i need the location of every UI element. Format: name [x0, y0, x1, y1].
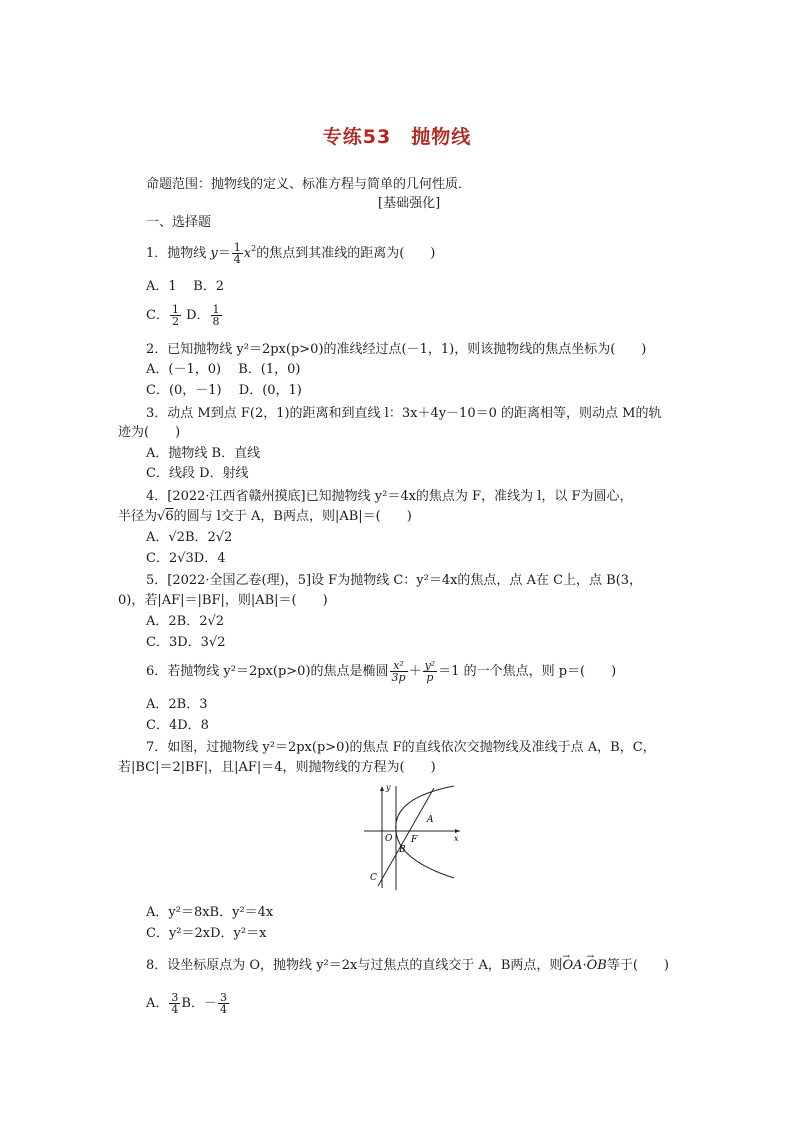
q4-options-row1: A．√2B．2√2: [146, 530, 233, 545]
q1-options-row2: C． $\frac{1}{2}$ D． $\frac{1}{8}$: [146, 303, 220, 328]
q3-stem-line2: 迹为( ): [118, 425, 181, 440]
q2-options-row1: A．(－1，0) B．(1，0): [146, 362, 301, 377]
q4-options-row2: C．2√3D．4: [146, 551, 226, 566]
q8-option-b: $\frac{3}{4}$: [219, 991, 227, 1016]
point-a-label: A: [427, 815, 434, 825]
q5-options-row1: A．2B．2√2: [146, 614, 225, 629]
q1-options-row1: [146, 279, 224, 295]
q2-options-row2: C．(0，－1) D．(0，1): [146, 383, 302, 398]
q1-fraction: $\frac{1}{4}$: [233, 241, 241, 266]
point-b-label: B: [399, 845, 406, 855]
q3-options-row1: A．抛物线 B．直线: [146, 446, 261, 461]
scope-text: 命题范围：抛物线的定义、标准方程与简单的几何性质．: [146, 177, 472, 192]
q7-options-row2: C．y²＝2xD．y²＝x: [146, 926, 267, 941]
q7-stem-line2: 若|BC|＝2|BF|，且|AF|＝4，则抛物线的方程为( ): [118, 760, 436, 775]
q5-options-row2: C．3D．3√2: [146, 635, 226, 650]
q6-options-row2: C．4D．8: [146, 718, 209, 733]
point-c-label: C: [370, 873, 377, 883]
q8-options: A． $\frac{3}{4}$ B．－ $\frac{3}{4}$: [146, 991, 227, 1016]
parabola-figure: [358, 780, 468, 892]
q7-stem-line1: 7．如图，过抛物线 y²＝2px(p>0)的焦点 F的直线依次交抛物线及准线于点 A，B，C，: [146, 740, 656, 755]
x-axis-arrow: [455, 829, 460, 833]
vector-oa: → OA: [562, 958, 582, 974]
page-title: 专练53 抛物线: [322, 126, 472, 148]
x-axis-label: x: [454, 834, 459, 843]
parabola-curve: [396, 786, 454, 878]
section-tag: [基础强化]: [378, 196, 441, 211]
q6-fraction-y: $\frac{\text{y²}}{p}$: [424, 659, 436, 684]
q4-stem-line1: 4．[2022·江西省赣州摸底]已知抛物线 y²＝4x的焦点为 F，准线为 l，以 F为圆心，: [146, 489, 633, 504]
focus-label: F: [411, 835, 418, 845]
q4-stem-line2: 半径为√6的圆与 l交于 A，B两点，则|AB|＝( ): [118, 509, 412, 524]
q8-option-a: $\frac{3}{4}$: [171, 991, 179, 1016]
q6-fraction-x: $\frac{\text{x²}}{3p}$: [391, 659, 406, 684]
q2-stem: 2．已知抛物线 y²＝2px(p>0)的准线经过点(－1，1)，则该抛物线的焦点坐标为( ): [146, 342, 647, 357]
q8-stem: 8．设坐标原点为 O，抛物线 y²＝2x与过焦点的直线交于 A，B两点，则→ OA·→ OB等于( ): [146, 958, 669, 974]
q1-option-d: $\frac{1}{8}$: [212, 303, 220, 328]
q6-stem: 6．若抛物线 y²＝2px(p>0)的焦点是椭圆 $\frac{\text{x²}}{3p}$ ＋ $\frac{\text{y²}}{p}$ ＝1 的一个焦点，则 p＝( ): [146, 659, 617, 684]
q1-stem: 1．抛物线 y＝ $\frac{1}{4}$ $x^2$的焦点到其准线的距离为( ): [146, 241, 436, 266]
q6-options-row1: A．2B．3: [146, 697, 208, 712]
vector-ob: → OB: [587, 958, 607, 974]
q5-stem-line2: 0)，若|AF|＝|BF|，则|AB|＝( ): [118, 593, 328, 608]
q1-option-a: A．1: [146, 279, 177, 294]
q3-stem-line1: 3．动点 M到点 F(2，1)的距离和到直线 l：3x＋4y－10＝0 的距离相等，则动点 M的轨: [146, 406, 662, 421]
q7-options-row1: A．y²＝8xB．y²＝4x: [146, 905, 274, 920]
q5-stem-line1: 5．[2022·全国乙卷(理)，5]设 F为抛物线 C：y²＝4x的焦点，点 A在 C上，点 B(3，: [146, 573, 643, 588]
section-heading: 一、选择题: [146, 215, 212, 230]
q1-option-c: $\frac{1}{2}$: [171, 303, 179, 328]
origin-label: O: [385, 834, 393, 844]
y-axis-arrow: [380, 786, 384, 791]
q1-option-b: B．2: [193, 279, 225, 294]
q3-options-row2: C．线段 D．射线: [146, 466, 249, 481]
y-axis-label: y: [386, 783, 391, 792]
